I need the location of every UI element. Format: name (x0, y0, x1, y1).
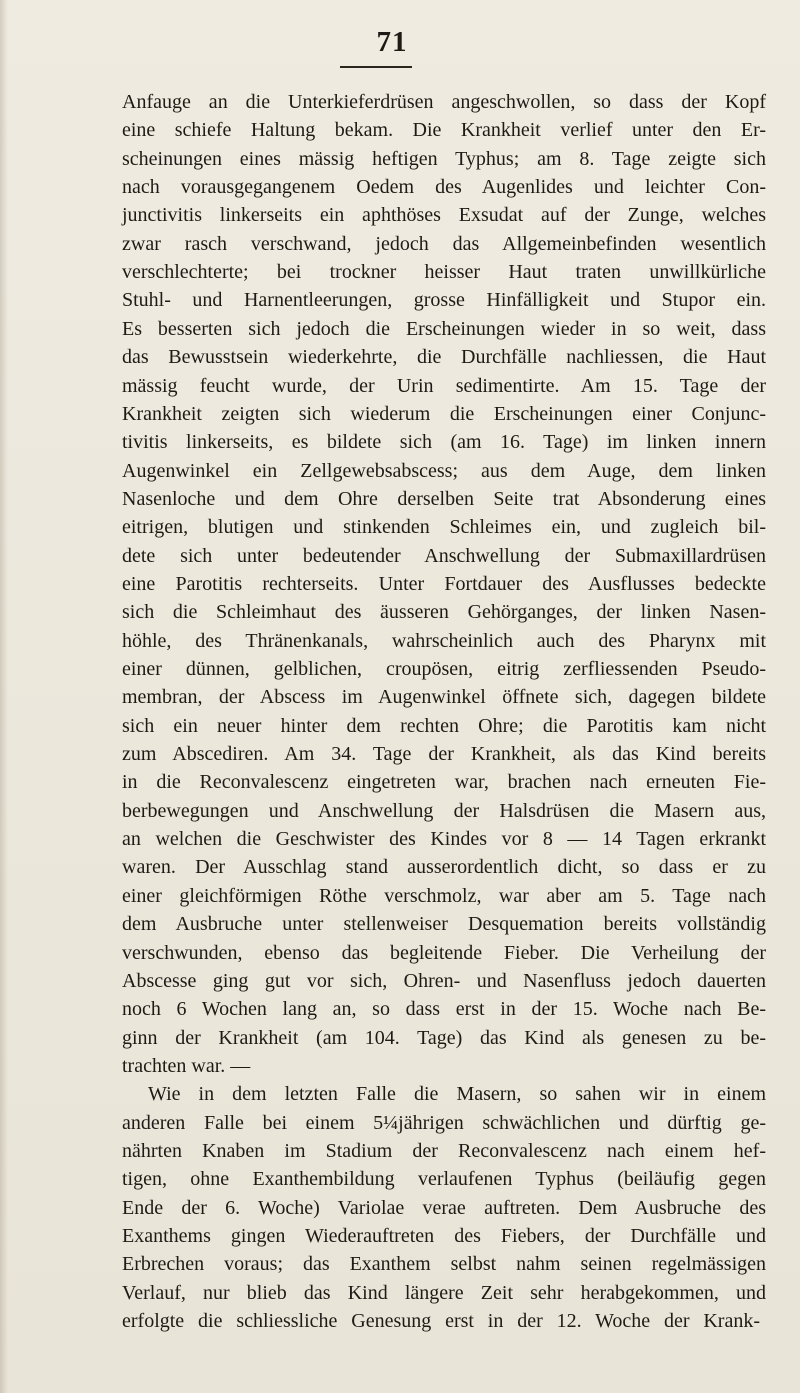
text-line: eine schiefe Haltung bekam. Die Krankheit verlief unter den Er- (122, 119, 766, 142)
text-line: verschwunden, ebenso das begleitende Fieber. Die Verheilung der (122, 941, 766, 964)
text-line: scheinungen eines mässig heftigen Typhus; am 8. Tage zeigte sich (122, 147, 766, 170)
text-line: höhle, des Thränenkanals, wahrscheinlich auch des Pharynx mit (122, 629, 766, 652)
text-line: eitrigen, blutigen und stinkenden Schleimes ein, und zugleich bil- (122, 516, 766, 539)
text-line: Exanthems gingen Wiederauftreten des Fiebers, der Durchfälle und (122, 1225, 766, 1247)
text-line: Nasenloche und dem Ohre derselben Seite trat Absonderung eines (122, 487, 766, 510)
text-line: ginn der Krankheit (am 104. Tage) das Kind als genesen zu be- (122, 1026, 766, 1049)
text-line: an welchen die Geschwister des Kindes vor 8 — 14 Tagen erkrankt (122, 828, 766, 851)
text-line: zum Abscediren. Am 34. Tage der Krankheit, als das Kind bereits (122, 743, 766, 766)
text-line: mässig feucht wurde, der Urin sedimentirte. Am 15. Tage der (122, 374, 766, 397)
text-line: Erbrechen voraus; das Exanthem selbst nahm seinen regelmässigen (122, 1253, 766, 1276)
text-line: Es besserten sich jedoch die Erscheinungen wieder in so weit, dass (122, 317, 766, 340)
page-number: 71 (376, 26, 408, 58)
text-line: sich ein neuer hinter dem rechten Ohre; die Parotitis kam nicht (122, 714, 766, 737)
text-line: einer gleichförmigen Röthe verschmolz, war aber am 5. Tage nach (122, 884, 766, 907)
text-line: Anfauge an die Unterkieferdrüsen angeschwollen, so dass der Kopf (122, 91, 766, 113)
text-line: tivitis linkerseits, es bildete sich (am 16. Tage) im linken innern (122, 431, 766, 454)
text-line: Verlauf, nur blieb das Kind längere Zeit sehr herabgekommen, und (122, 1281, 766, 1304)
text-line: membran, der Abscess im Augenwinkel öffnete sich, dagegen bildete (122, 686, 766, 709)
text-line: eine Parotitis rechterseits. Unter Fortdauer des Ausflusses bedeckte (122, 572, 766, 595)
text-line: tigen, ohne Exanthembildung verlaufenen Typhus (beiläufig gegen (122, 1168, 766, 1191)
text-line: Augenwinkel ein Zellgewebsabscess; aus dem Auge, dem linken (122, 459, 766, 482)
text-line: Stuhl- und Harnentleerungen, grosse Hinfälligkeit und Stupor ein. (122, 289, 766, 312)
text-line: sich die Schleimhaut des äusseren Gehörganges, der linken Nasen- (122, 601, 766, 624)
text-line: waren. Der Ausschlag stand ausserordentlich dicht, so dass er zu (122, 856, 766, 879)
text-line: Ende der 6. Woche) Variolae verae auftreten. Dem Ausbruche des (122, 1196, 766, 1219)
text-line: dete sich unter bedeutender Anschwellung der Submaxillardrüsen (122, 544, 766, 567)
text-line: berbewegungen und Anschwellung der Halsdrüsen die Masern aus, (122, 799, 766, 822)
text-line: das Bewusstsein wiederkehrte, die Durchfälle nachliessen, die Haut (122, 346, 766, 369)
text-line: Wie in dem letzten Falle die Masern, so sahen wir in einem (148, 1083, 766, 1106)
page-number-rule (340, 66, 412, 68)
text-line: einer dünnen, gelblichen, croupösen, eitrig zerfliessenden Pseudo- (122, 658, 766, 680)
text-line: nährten Knaben im Stadium der Reconvalescenz nach einem hef- (122, 1139, 766, 1162)
text-line: verschlechterte; bei trockner heisser Haut traten unwillkürliche (122, 261, 766, 284)
text-line: noch 6 Wochen lang an, so dass erst in der 15. Woche nach Be- (122, 998, 766, 1021)
text-line: Krankheit zeigten sich wiederum die Erscheinungen einer Conjunc- (122, 402, 766, 425)
text-line: in die Reconvalescenz eingetreten war, brachen nach erneuten Fie- (122, 771, 766, 794)
text-line: Abscesse ging gut vor sich, Ohren- und Nasenfluss jedoch dauerten (122, 969, 766, 992)
text-line: nach vorausgegangenem Oedem des Augenlides und leichter Con- (122, 176, 766, 199)
text-line: junctivitis linkerseits ein aphthöses Exsudat auf der Zunge, welches (122, 204, 766, 227)
text-line: anderen Falle bei einem 5¼jährigen schwächlichen und dürftig ge- (122, 1111, 766, 1134)
text-line: trachten war. — (122, 1054, 251, 1077)
text-line: dem Ausbruche unter stellenweiser Desquemation bereits vollständig (122, 913, 766, 936)
page-binding-shadow (0, 0, 8, 1393)
text-line: zwar rasch verschwand, jedoch das Allgemeinbefinden wesentlich (122, 232, 766, 255)
text-line: erfolgte die schliessliche Genesung erst in der 12. Woche der Krank- (122, 1310, 760, 1333)
